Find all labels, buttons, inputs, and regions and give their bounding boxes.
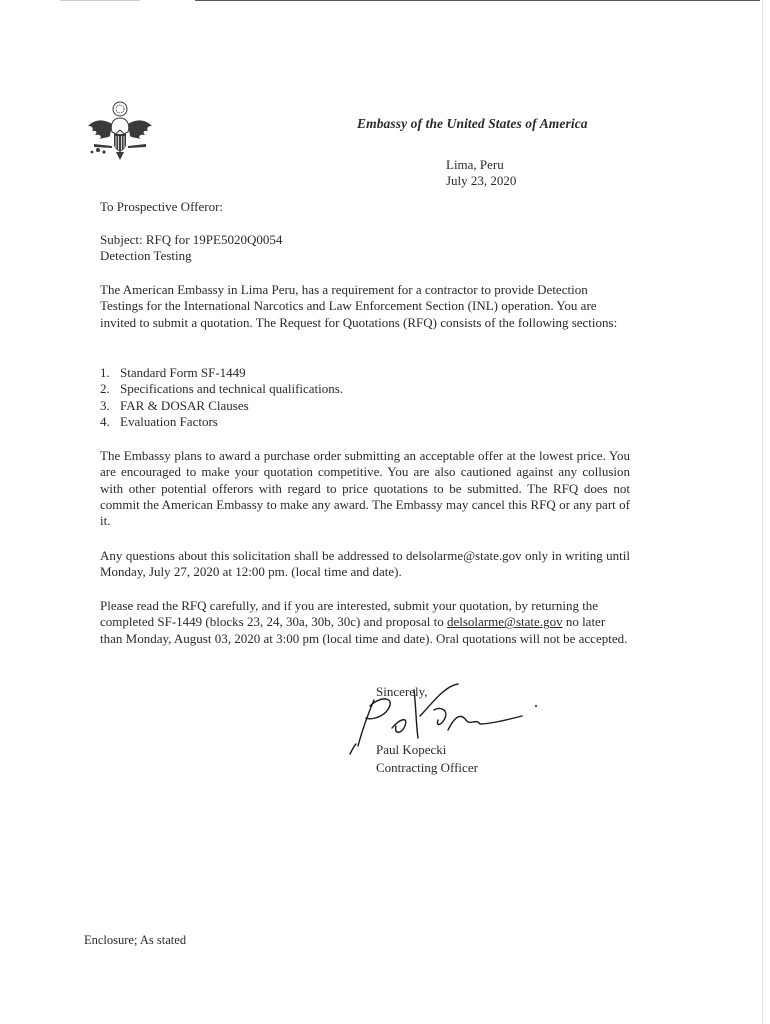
intro-paragraph: The American Embassy in Lima Peru, has a requirement for a contractor to provide Detection Testings for the International Narcotics and Law Enforcement Section (INL) operation. You are invited to submit a quotation. The Request for Quotations (RFQ) consists of the following sections: bbox=[100, 282, 618, 330]
list-item-number: 3. bbox=[100, 397, 110, 413]
greeting: To Prospective Offeror: bbox=[100, 199, 224, 214]
submission-text-start: Please read the RFQ carefully, and if you are interested, submit your quotation, by returning the completed SF-1449 (blocks 23, 24, 30a, 30b, 30c) and proposal to bbox=[100, 598, 599, 630]
subject-detail: Detection Testing bbox=[100, 248, 192, 263]
enclosure-note: Enclosure; As stated bbox=[84, 933, 187, 947]
submission-email-link[interactable]: delsolarme@state.gov bbox=[446, 614, 563, 630]
signer-title: Contracting Officer bbox=[376, 760, 478, 775]
award-paragraph: The Embassy plans to award a purchase order submitting an acceptable offer at the lowest price. You are encouraged to make your quotation competitive. You are also cautioned against any collusion with other potential offerors with regard to price quotations to be submitted. The RFQ does not commit the American Embassy to make any award. The Embassy may cancel this RFQ or any part of it. bbox=[100, 448, 630, 529]
submission-text-end: no later than Monday, August 03, 2020 at 3:00 pm (local time and date). Oral quotations will not be accepted. bbox=[100, 614, 628, 646]
scan-top-edge bbox=[195, 0, 760, 1]
list-item-text: Evaluation Factors bbox=[120, 413, 218, 429]
list-item-number: 4. bbox=[100, 413, 110, 429]
list-item bbox=[100, 365, 343, 381]
submission-paragraph bbox=[100, 598, 630, 647]
closing: Sincerely, bbox=[376, 684, 428, 699]
place-and-date bbox=[446, 157, 516, 189]
list-item bbox=[100, 398, 343, 414]
questions-paragraph: Any questions about this solicitation shall be addressed to delsolarme@state.gov only in writing until Monday, July 27, 2020 at 12:00 pm. (local time and date). bbox=[100, 548, 630, 580]
list-item-text: FAR & DOSAR Clauses bbox=[120, 397, 249, 413]
location-text: Lima, Peru bbox=[446, 157, 504, 172]
handwritten-signature bbox=[340, 676, 550, 758]
subject-block bbox=[100, 232, 282, 264]
great-seal-icon bbox=[82, 100, 158, 168]
scan-top-edge-left bbox=[60, 0, 140, 1]
rfq-sections-list bbox=[100, 365, 343, 430]
list-item bbox=[100, 381, 343, 397]
letter-date: July 23, 2020 bbox=[446, 173, 517, 188]
list-item-text: Standard Form SF-1449 bbox=[120, 365, 246, 380]
list-item-number: 2. bbox=[100, 381, 110, 397]
subject-line: Subject: RFQ for 19PE5020Q0054 bbox=[100, 232, 283, 247]
embassy-name: Embassy of the United States of America bbox=[357, 116, 588, 131]
list-item-number: 1. bbox=[100, 365, 110, 380]
list-item bbox=[100, 414, 343, 430]
scan-right-edge bbox=[762, 0, 763, 1024]
signer-name: Paul Kopecki bbox=[376, 742, 447, 757]
list-item-text: Specifications and technical qualifications. bbox=[120, 381, 344, 397]
